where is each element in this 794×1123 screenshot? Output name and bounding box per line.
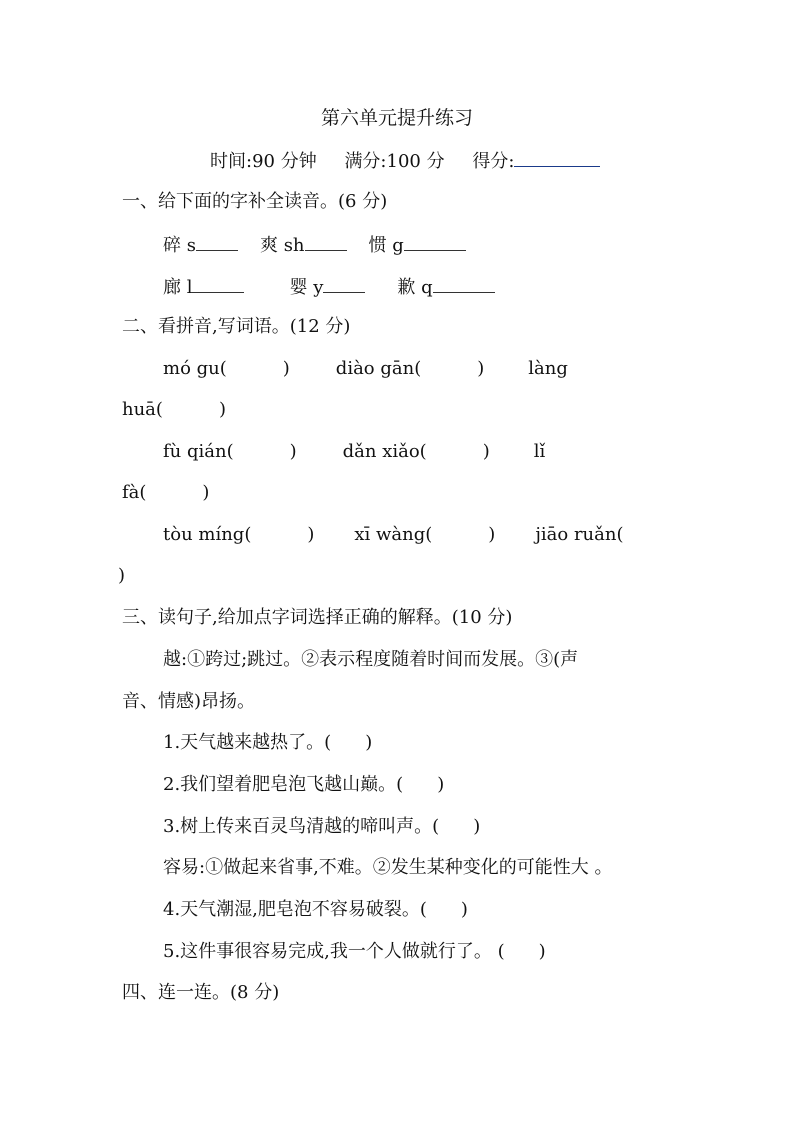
time-limit: 时间:90 分钟 <box>210 151 317 172</box>
section-2-row-3: tòu míng( ) xī wàng( ) jiāo ruǎn( <box>163 524 624 545</box>
answer-blank[interactable] <box>323 274 365 293</box>
answer-blank[interactable] <box>404 232 466 251</box>
definition-rongyi: 容易:①做起来省事,不难。②发生某种变化的可能性大 。 <box>163 857 613 878</box>
pinyin-item: 碎 s <box>163 232 238 258</box>
page-title: 第六单元提升练习 <box>320 107 473 129</box>
exam-meta <box>210 148 622 174</box>
section-2-row-2-wrap: fà( ) <box>122 482 210 503</box>
section-3-heading: 三、读句子,给加点字词选择正确的解释。(10 分) <box>122 607 513 628</box>
question-2: 2.我们望着肥皂泡飞越山巅。( ) <box>163 774 445 795</box>
answer-blank[interactable] <box>433 274 495 293</box>
answer-blank[interactable] <box>192 274 244 293</box>
question-3: 3.树上传来百灵鸟清越的啼叫声。( ) <box>163 816 481 837</box>
pinyin-item: 婴 y <box>289 274 365 300</box>
question-1: 1.天气越来越热了。( ) <box>163 732 373 753</box>
score-blank[interactable] <box>514 148 600 167</box>
question-5: 5.这件事很容易完成,我一个人做就行了。 ( ) <box>163 941 546 962</box>
pinyin-item: 歉 q <box>397 274 494 300</box>
pinyin-item: 惯 g <box>369 232 466 258</box>
answer-blank[interactable] <box>305 232 347 251</box>
section-2-row-1: mó gu( ) diào gān( ) làng <box>163 358 568 379</box>
question-4: 4.天气潮湿,肥皂泡不容易破裂。( ) <box>163 899 468 920</box>
section-4-heading: 四、连一连。(8 分) <box>122 982 280 1003</box>
section-2-heading: 二、看拼音,写词语。(12 分) <box>122 316 351 337</box>
pinyin-item: 廊 l <box>163 274 244 300</box>
section-1-heading: 一、给下面的字补全读音。(6 分) <box>122 191 388 212</box>
section-2-row-3-wrap: ) <box>118 565 126 586</box>
section-1-row-1 <box>163 232 466 258</box>
answer-blank[interactable] <box>196 232 238 251</box>
score-label: 得分: <box>472 151 622 172</box>
definition-yue-line-1: 越:①跨过;跳过。②表示程度随着时间而发展。③(声 <box>163 649 579 670</box>
full-score: 满分:100 分 <box>344 151 445 172</box>
section-1-row-2 <box>163 274 495 300</box>
definition-yue-line-2: 音、情感)昂扬。 <box>122 691 256 712</box>
section-2-row-1-wrap: huā( ) <box>122 399 226 420</box>
section-2-row-2: fù qián( ) dǎn xiǎo( ) lǐ <box>163 441 546 462</box>
pinyin-item: 爽 sh <box>260 232 347 258</box>
